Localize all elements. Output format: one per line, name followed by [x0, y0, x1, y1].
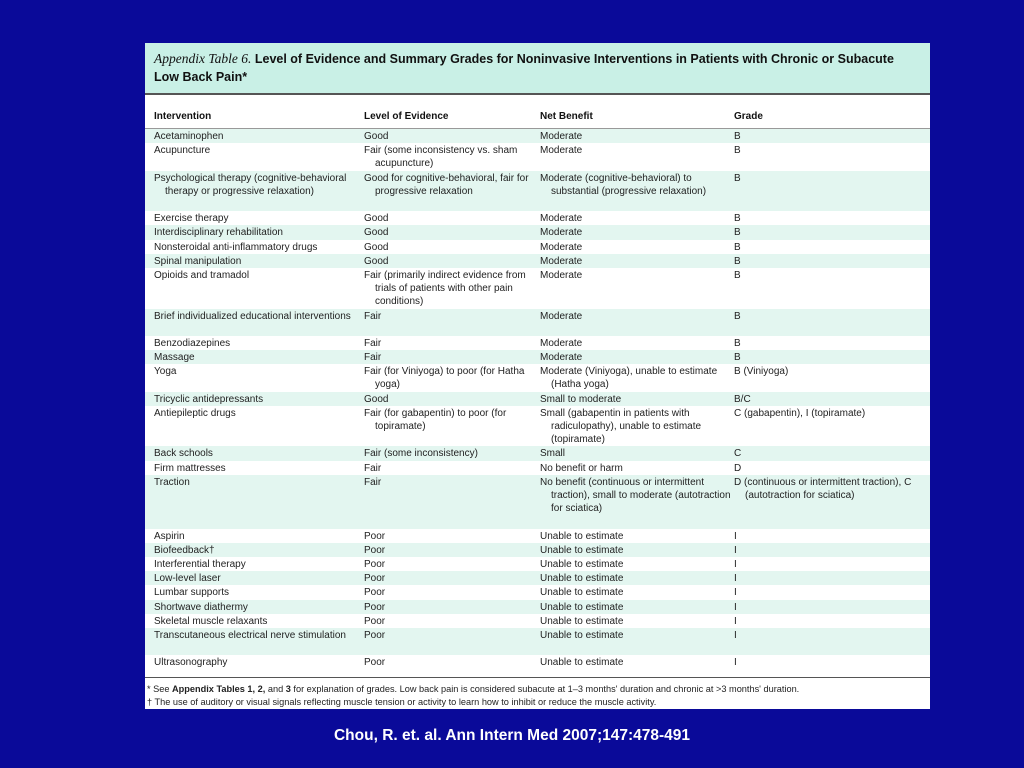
- cell-evidence: Good: [364, 131, 389, 142]
- cell-grade: B: [734, 310, 741, 322]
- evidence-table: [145, 43, 930, 709]
- cell-evidence: Poor: [364, 629, 386, 641]
- cell-grade: I: [734, 615, 737, 627]
- cell-benefit: Unable to estimate: [540, 629, 624, 641]
- cell-evidence: Good for cognitive-behavioral, fair for progressive relaxation: [364, 172, 529, 197]
- cell-benefit: Unable to estimate: [540, 657, 624, 669]
- cell-intervention: Interdisciplinary rehabilitation: [154, 227, 283, 239]
- column-header-benefit: Net Benefit: [540, 111, 593, 122]
- cell-evidence: Good: [364, 393, 389, 405]
- cell-intervention: Acupuncture: [154, 145, 211, 157]
- cell-grade: D (continuous or intermittent traction), C (autotraction for sciatica): [734, 476, 912, 502]
- cell-intervention: Shortwave diathermy: [154, 601, 248, 613]
- cell-grade: B: [734, 269, 741, 281]
- table-body: [145, 129, 930, 670]
- cell-evidence: Poor: [364, 587, 386, 599]
- cell-grade: I: [734, 530, 737, 542]
- table-row: [145, 268, 930, 309]
- cell-grade: I: [734, 587, 737, 599]
- cell-grade: I: [734, 573, 737, 585]
- table-row: [145, 350, 930, 364]
- cell-evidence: Fair (some inconsistency vs. sham acupuncture): [364, 145, 518, 170]
- cell-evidence: Fair (some inconsistency): [364, 448, 478, 460]
- cell-benefit: Moderate: [540, 227, 583, 239]
- cell-evidence: Fair: [364, 462, 382, 474]
- column-header-intervention: Intervention: [154, 111, 212, 122]
- cell-benefit: Unable to estimate: [540, 587, 624, 599]
- cell-intervention: Brief individualized educational interventions: [154, 310, 351, 322]
- cell-intervention: Back schools: [154, 448, 213, 460]
- cell-intervention: Psychological therapy (cognitive-behavioral therapy or progressive relaxation): [154, 172, 347, 197]
- cell-intervention: Ultrasonography: [154, 657, 228, 669]
- footnotes: [145, 677, 930, 708]
- cell-evidence: Poor: [364, 530, 386, 542]
- cell-intervention: Opioids and tramadol: [154, 269, 250, 281]
- cell-intervention: Skeletal muscle relaxants: [154, 615, 268, 627]
- cell-evidence: Good: [364, 227, 389, 239]
- table-row: [145, 129, 930, 143]
- cell-intervention: Antiepileptic drugs: [154, 407, 236, 419]
- cell-benefit: Small: [540, 448, 566, 460]
- cell-grade: I: [734, 657, 737, 669]
- cell-grade: B: [734, 227, 741, 239]
- cell-evidence: Fair: [364, 476, 382, 488]
- cell-benefit: Moderate: [540, 241, 583, 253]
- cell-benefit: Unable to estimate: [540, 601, 624, 613]
- cell-evidence: Poor: [364, 601, 386, 613]
- cell-benefit: No benefit (continuous or intermittent traction), small to moderate (autotraction for sciatica): [540, 476, 731, 515]
- cell-evidence: Fair: [364, 310, 382, 322]
- table-row: [145, 571, 930, 585]
- cell-intervention: Yoga: [154, 366, 177, 378]
- cell-grade: B (Viniyoga): [734, 366, 789, 378]
- cell-intervention: Aspirin: [154, 530, 185, 542]
- cell-intervention: Nonsteroidal anti-inflammatory drugs: [154, 241, 318, 253]
- footnote-dagger: † The use of auditory or visual signals reflecting muscle tension or activity to learn how to inhibit or reduce the muscle activity.: [147, 696, 657, 707]
- cell-benefit: Moderate: [540, 337, 583, 349]
- cell-benefit: Unable to estimate: [540, 615, 624, 627]
- cell-intervention: Transcutaneous electrical nerve stimulation: [154, 629, 346, 641]
- cell-evidence: Poor: [364, 615, 386, 627]
- cell-benefit: Moderate: [540, 269, 583, 281]
- table-row: [145, 225, 930, 239]
- cell-benefit: Moderate: [540, 213, 583, 225]
- cell-benefit: Moderate (Viniyoga), unable to estimate (Hatha yoga): [540, 366, 718, 391]
- cell-grade: B: [734, 131, 741, 142]
- table-row: [145, 364, 930, 391]
- table-row: [145, 585, 930, 599]
- table-row: [145, 171, 930, 212]
- table-row: [145, 254, 930, 268]
- cell-grade: B: [734, 241, 741, 253]
- cell-benefit: Unable to estimate: [540, 573, 624, 585]
- table-row: [145, 406, 930, 447]
- table-row: [145, 475, 930, 529]
- column-header-evidence: Level of Evidence: [364, 111, 449, 122]
- citation: Chou, R. et. al. Ann Intern Med 2007;147:478-491: [333, 727, 691, 744]
- cell-intervention: Benzodiazepines: [154, 337, 231, 349]
- table-row: [145, 557, 930, 571]
- cell-evidence: Poor: [364, 559, 386, 570]
- column-headers: [145, 95, 930, 129]
- cell-intervention: Interferential therapy: [154, 559, 246, 570]
- cell-benefit: Moderate: [540, 145, 583, 157]
- table-row: [145, 336, 930, 350]
- table-row: [145, 655, 930, 669]
- cell-intervention: Spinal manipulation: [154, 255, 242, 267]
- table-row: [145, 600, 930, 614]
- cell-grade: B: [734, 352, 741, 364]
- cell-benefit: Small to moderate: [540, 393, 622, 405]
- cell-grade: C: [734, 448, 742, 460]
- cell-evidence: Poor: [364, 657, 386, 669]
- cell-grade: B: [734, 213, 741, 225]
- cell-grade: I: [734, 544, 737, 556]
- cell-evidence: Good: [364, 213, 389, 225]
- cell-evidence: Good: [364, 255, 389, 267]
- table-title: Level of Evidence and Summary Grades for Noninvasive Interventions in Patients with Chronic or Subacute Low Back Pain*: [154, 52, 894, 84]
- cell-intervention: Biofeedback†: [154, 544, 215, 556]
- table-row: [145, 529, 930, 543]
- cell-benefit: Moderate: [540, 131, 583, 142]
- cell-grade: B: [734, 255, 741, 267]
- table-row: [145, 614, 930, 628]
- cell-intervention: Acetaminophen: [154, 131, 224, 142]
- table-row: [145, 240, 930, 254]
- cell-intervention: Tricyclic antidepressants: [154, 393, 264, 405]
- cell-evidence: Good: [364, 241, 389, 253]
- cell-intervention: Massage: [154, 352, 195, 364]
- table-row: [145, 392, 930, 406]
- cell-grade: D: [734, 462, 742, 474]
- cell-evidence: Fair: [364, 352, 382, 364]
- column-header-grade: Grade: [734, 111, 763, 122]
- table-row: [145, 628, 930, 655]
- cell-benefit: Moderate: [540, 310, 583, 322]
- cell-grade: I: [734, 629, 737, 641]
- cell-benefit: Moderate (cognitive-behavioral) to substantial (progressive relaxation): [540, 172, 707, 197]
- table-row: [145, 543, 930, 557]
- table-row: [145, 143, 930, 170]
- cell-intervention: Traction: [154, 476, 190, 488]
- cell-intervention: Lumbar supports: [154, 587, 230, 599]
- cell-benefit: Unable to estimate: [540, 544, 624, 556]
- table-row: [145, 309, 930, 336]
- cell-benefit: Unable to estimate: [540, 530, 624, 542]
- table-caption: [145, 43, 930, 93]
- table-row: [145, 461, 930, 475]
- cell-benefit: Moderate: [540, 255, 583, 267]
- cell-benefit: No benefit or harm: [540, 462, 623, 474]
- table-row: [145, 211, 930, 225]
- table-row: [145, 446, 930, 460]
- cell-grade: B: [734, 145, 741, 157]
- cell-grade: B: [734, 172, 741, 184]
- cell-intervention: Firm mattresses: [154, 462, 226, 474]
- cell-evidence: Poor: [364, 544, 386, 556]
- cell-evidence: Fair (for gabapentin) to poor (for topiramate): [364, 407, 507, 433]
- cell-evidence: Fair (for Viniyoga) to poor (for Hatha yoga): [364, 366, 525, 391]
- cell-benefit: Unable to estimate: [540, 559, 624, 570]
- cell-intervention: Exercise therapy: [154, 213, 229, 225]
- cell-grade: C (gabapentin), I (topiramate): [734, 407, 866, 419]
- cell-benefit: Small (gabapentin in patients with radiculopathy), unable to estimate (topiramate): [540, 407, 702, 446]
- cell-benefit: Moderate: [540, 352, 583, 364]
- cell-grade: B/C: [734, 393, 751, 405]
- cell-grade: I: [734, 559, 737, 570]
- cell-evidence: Fair: [364, 337, 382, 349]
- cell-evidence: Poor: [364, 573, 386, 585]
- cell-grade: I: [734, 601, 737, 613]
- cell-intervention: Low-level laser: [154, 573, 221, 585]
- appendix-label: Appendix Table 6.: [154, 51, 252, 66]
- cell-grade: B: [734, 337, 741, 349]
- footnote-star: * See Appendix Tables 1, 2, and 3 for explanation of grades. Low back pain is considered subacute at 1–3 months' duration and chronic at >3 months' duration.: [147, 684, 800, 694]
- cell-evidence: Fair (primarily indirect evidence from trials of patients with other pain conditions): [364, 269, 526, 308]
